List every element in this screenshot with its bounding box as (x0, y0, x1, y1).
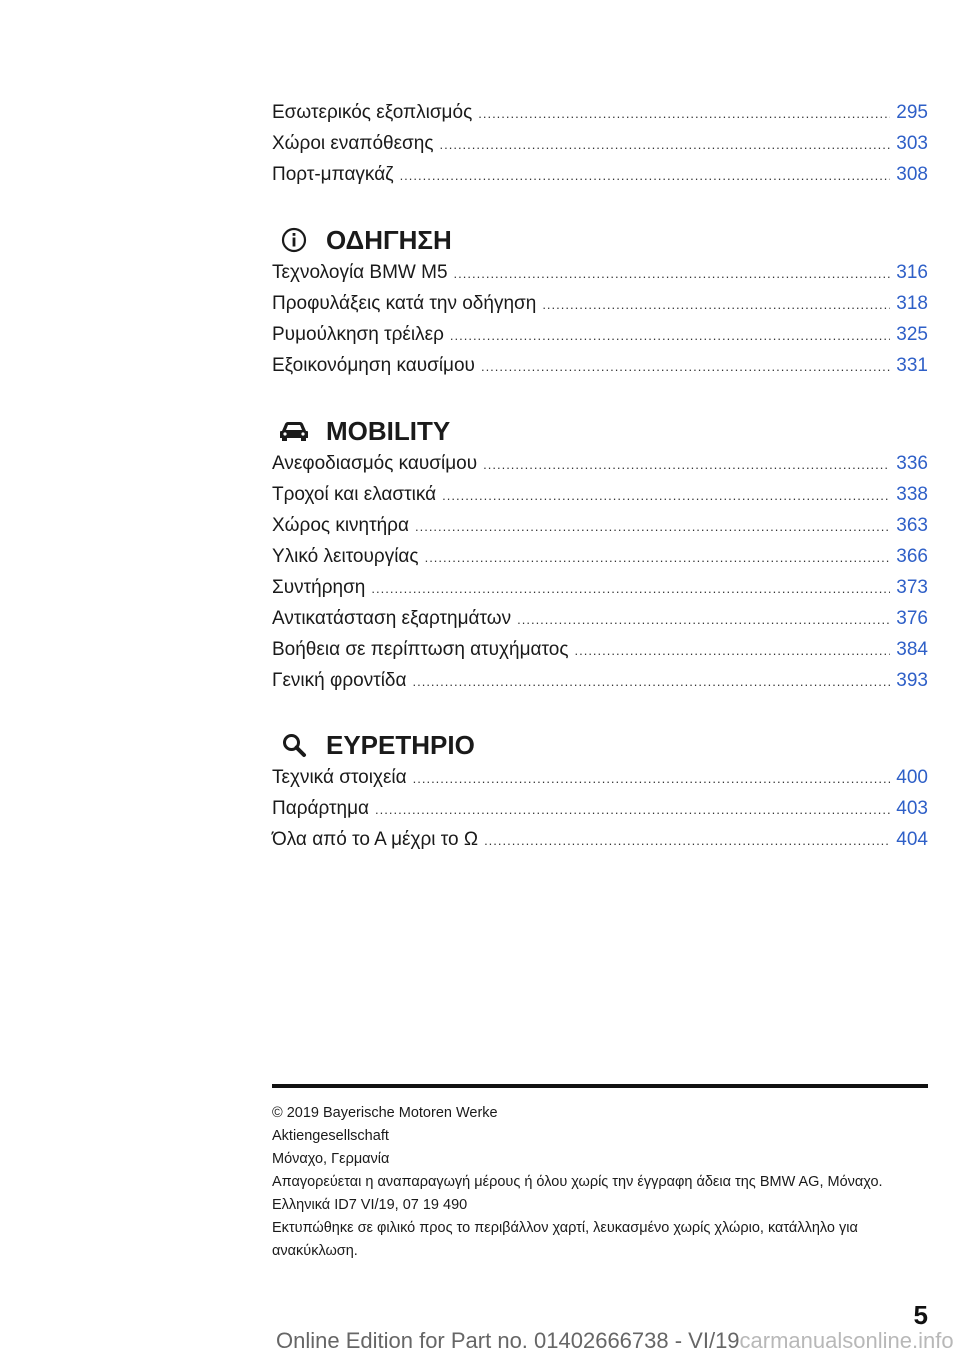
imprint-company: Aktiengesellschaft (272, 1128, 389, 1144)
toc-entry-label: Χώρος κινητήρα (272, 515, 409, 536)
toc-entry[interactable] (272, 515, 928, 546)
toc-entry[interactable] (272, 798, 928, 829)
toc-entry[interactable] (272, 453, 928, 484)
toc-group-driving (272, 262, 928, 386)
info-icon (274, 220, 314, 260)
toc-entry-label: Γενική φροντίδα (272, 670, 407, 691)
toc-entry-page[interactable]: 403 (896, 798, 928, 819)
imprint-copyright: © 2019 Bayerische Motoren Werke (272, 1105, 498, 1121)
toc-entry[interactable] (272, 324, 928, 355)
toc-entry[interactable] (272, 164, 928, 195)
toc-entry-page[interactable]: 336 (896, 453, 928, 474)
toc-entry-page[interactable]: 338 (896, 484, 928, 505)
section-title: MOBILITY (326, 415, 451, 446)
footer-divider (272, 1084, 928, 1088)
toc-group-interior (272, 102, 928, 195)
toc-entry-label: Τεχνικά στοιχεία (272, 767, 407, 788)
toc-entry-page[interactable]: 376 (896, 608, 928, 629)
toc-entry[interactable] (272, 767, 928, 798)
toc-entry[interactable] (272, 293, 928, 324)
toc-entry-label: Πορτ-μπαγκάζ (272, 164, 394, 185)
leader-dots (440, 137, 891, 152)
toc-entry-label: Εσωτερικός εξοπλισμός (272, 102, 473, 123)
toc-entry[interactable] (272, 102, 928, 133)
toc-entry-label: Ρυμούλκηση τρέιλερ (272, 324, 444, 345)
leader-dots (413, 771, 891, 786)
leader-dots (425, 550, 891, 565)
toc-entry-page[interactable]: 384 (896, 639, 928, 660)
toc-entry-label: Όλα από το Α μέχρι το Ω (272, 829, 479, 850)
leader-dots (483, 457, 890, 472)
imprint (272, 1102, 928, 1263)
imprint-edition: Ελληνικά ID7 VI/19, 07 19 490 (272, 1197, 468, 1213)
search-icon (274, 725, 314, 765)
section-heading-index (272, 725, 475, 765)
leader-dots (375, 802, 890, 817)
toc-entry-label: Συντήρηση (272, 577, 366, 598)
imprint-paper: Εκτυπώθηκε σε φιλικό προς το περιβάλλον χαρτί, λευκασμένο χωρίς χλώριο, κατάλληλο για ανακύκλωση. (272, 1220, 858, 1259)
page-number: 5 (913, 1300, 928, 1330)
toc-entry-page[interactable]: 404 (896, 829, 928, 850)
toc-entry-label: Ανεφοδιασμός καυσίμου (272, 453, 478, 474)
section-heading-mobility (272, 411, 450, 451)
toc-entry[interactable] (272, 355, 928, 386)
leader-dots (478, 106, 890, 121)
toc-entry-page[interactable]: 366 (896, 546, 928, 567)
imprint-city: Μόναχο, Γερμανία (272, 1151, 390, 1167)
toc-entry-page[interactable]: 331 (896, 355, 928, 376)
leader-dots (481, 359, 890, 374)
toc-entry-page[interactable]: 308 (896, 164, 928, 185)
toc-entry-page[interactable]: 400 (896, 767, 928, 788)
toc-entry[interactable] (272, 577, 928, 608)
toc-entry-label: Αντικατάσταση εξαρτημάτων (272, 608, 512, 629)
toc-entry[interactable] (272, 829, 928, 860)
toc-group-mobility (272, 453, 928, 701)
toc-entry-label: Προφυλάξεις κατά την οδήγηση (272, 293, 537, 314)
leader-dots (542, 297, 890, 312)
section-heading-driving (272, 220, 452, 260)
toc-entry-page[interactable]: 363 (896, 515, 928, 536)
toc-entry-page[interactable]: 316 (896, 262, 928, 283)
toc-entry-label: Εξοικονόμηση καυσίμου (272, 355, 475, 376)
toc-group-index (272, 767, 928, 860)
leader-dots (484, 833, 890, 848)
leader-dots (442, 488, 890, 503)
toc-entry-label: Παράρτημα (272, 798, 370, 819)
leader-dots (400, 168, 891, 183)
imprint-rights: Απαγορεύεται η αναπαραγωγή μέρους ή όλου χωρίς την έγγραφη άδεια της BMW AG, Μόναχο. (272, 1174, 883, 1190)
toc-entry-page[interactable]: 393 (896, 670, 928, 691)
toc-entry-label: Τροχοί και ελαστικά (272, 484, 437, 505)
section-title: ΟΔΗΓΗΣΗ (326, 224, 452, 255)
leader-dots (517, 612, 890, 627)
leader-dots (415, 519, 890, 534)
toc-entry-page[interactable]: 318 (896, 293, 928, 314)
toc-entry-label: Υλικό λειτουργίας (272, 546, 419, 567)
toc-entry-page[interactable]: 303 (896, 133, 928, 154)
watermark (276, 1328, 954, 1354)
toc-entry-page[interactable]: 325 (896, 324, 928, 345)
toc-entry-page[interactable]: 295 (896, 102, 928, 123)
leader-dots (412, 674, 890, 689)
leader-dots (574, 643, 890, 658)
toc-entry-label: Τεχνολογία BMW M5 (272, 262, 448, 283)
car-icon (274, 411, 314, 451)
toc-entry[interactable] (272, 133, 928, 164)
toc-entry[interactable] (272, 484, 928, 515)
leader-dots (454, 266, 891, 281)
toc-entry-label: Χώροι εναπόθεσης (272, 133, 434, 154)
toc-entry-label: Βοήθεια σε περίπτωση ατυχήματος (272, 639, 569, 660)
toc-entry-page[interactable]: 373 (896, 577, 928, 598)
watermark-text: Online Edition for Part no. 01402666738 - VI/19 (276, 1328, 740, 1353)
toc-entry[interactable] (272, 639, 928, 670)
toc-entry[interactable] (272, 670, 928, 701)
watermark-site: carmanualsonline.info (739, 1328, 954, 1353)
toc-entry[interactable] (272, 608, 928, 639)
section-title: ΕΥΡΕΤΗΡΙΟ (326, 729, 475, 760)
toc-entry[interactable] (272, 546, 928, 577)
leader-dots (371, 581, 890, 596)
leader-dots (450, 328, 890, 343)
toc-entry[interactable] (272, 262, 928, 293)
